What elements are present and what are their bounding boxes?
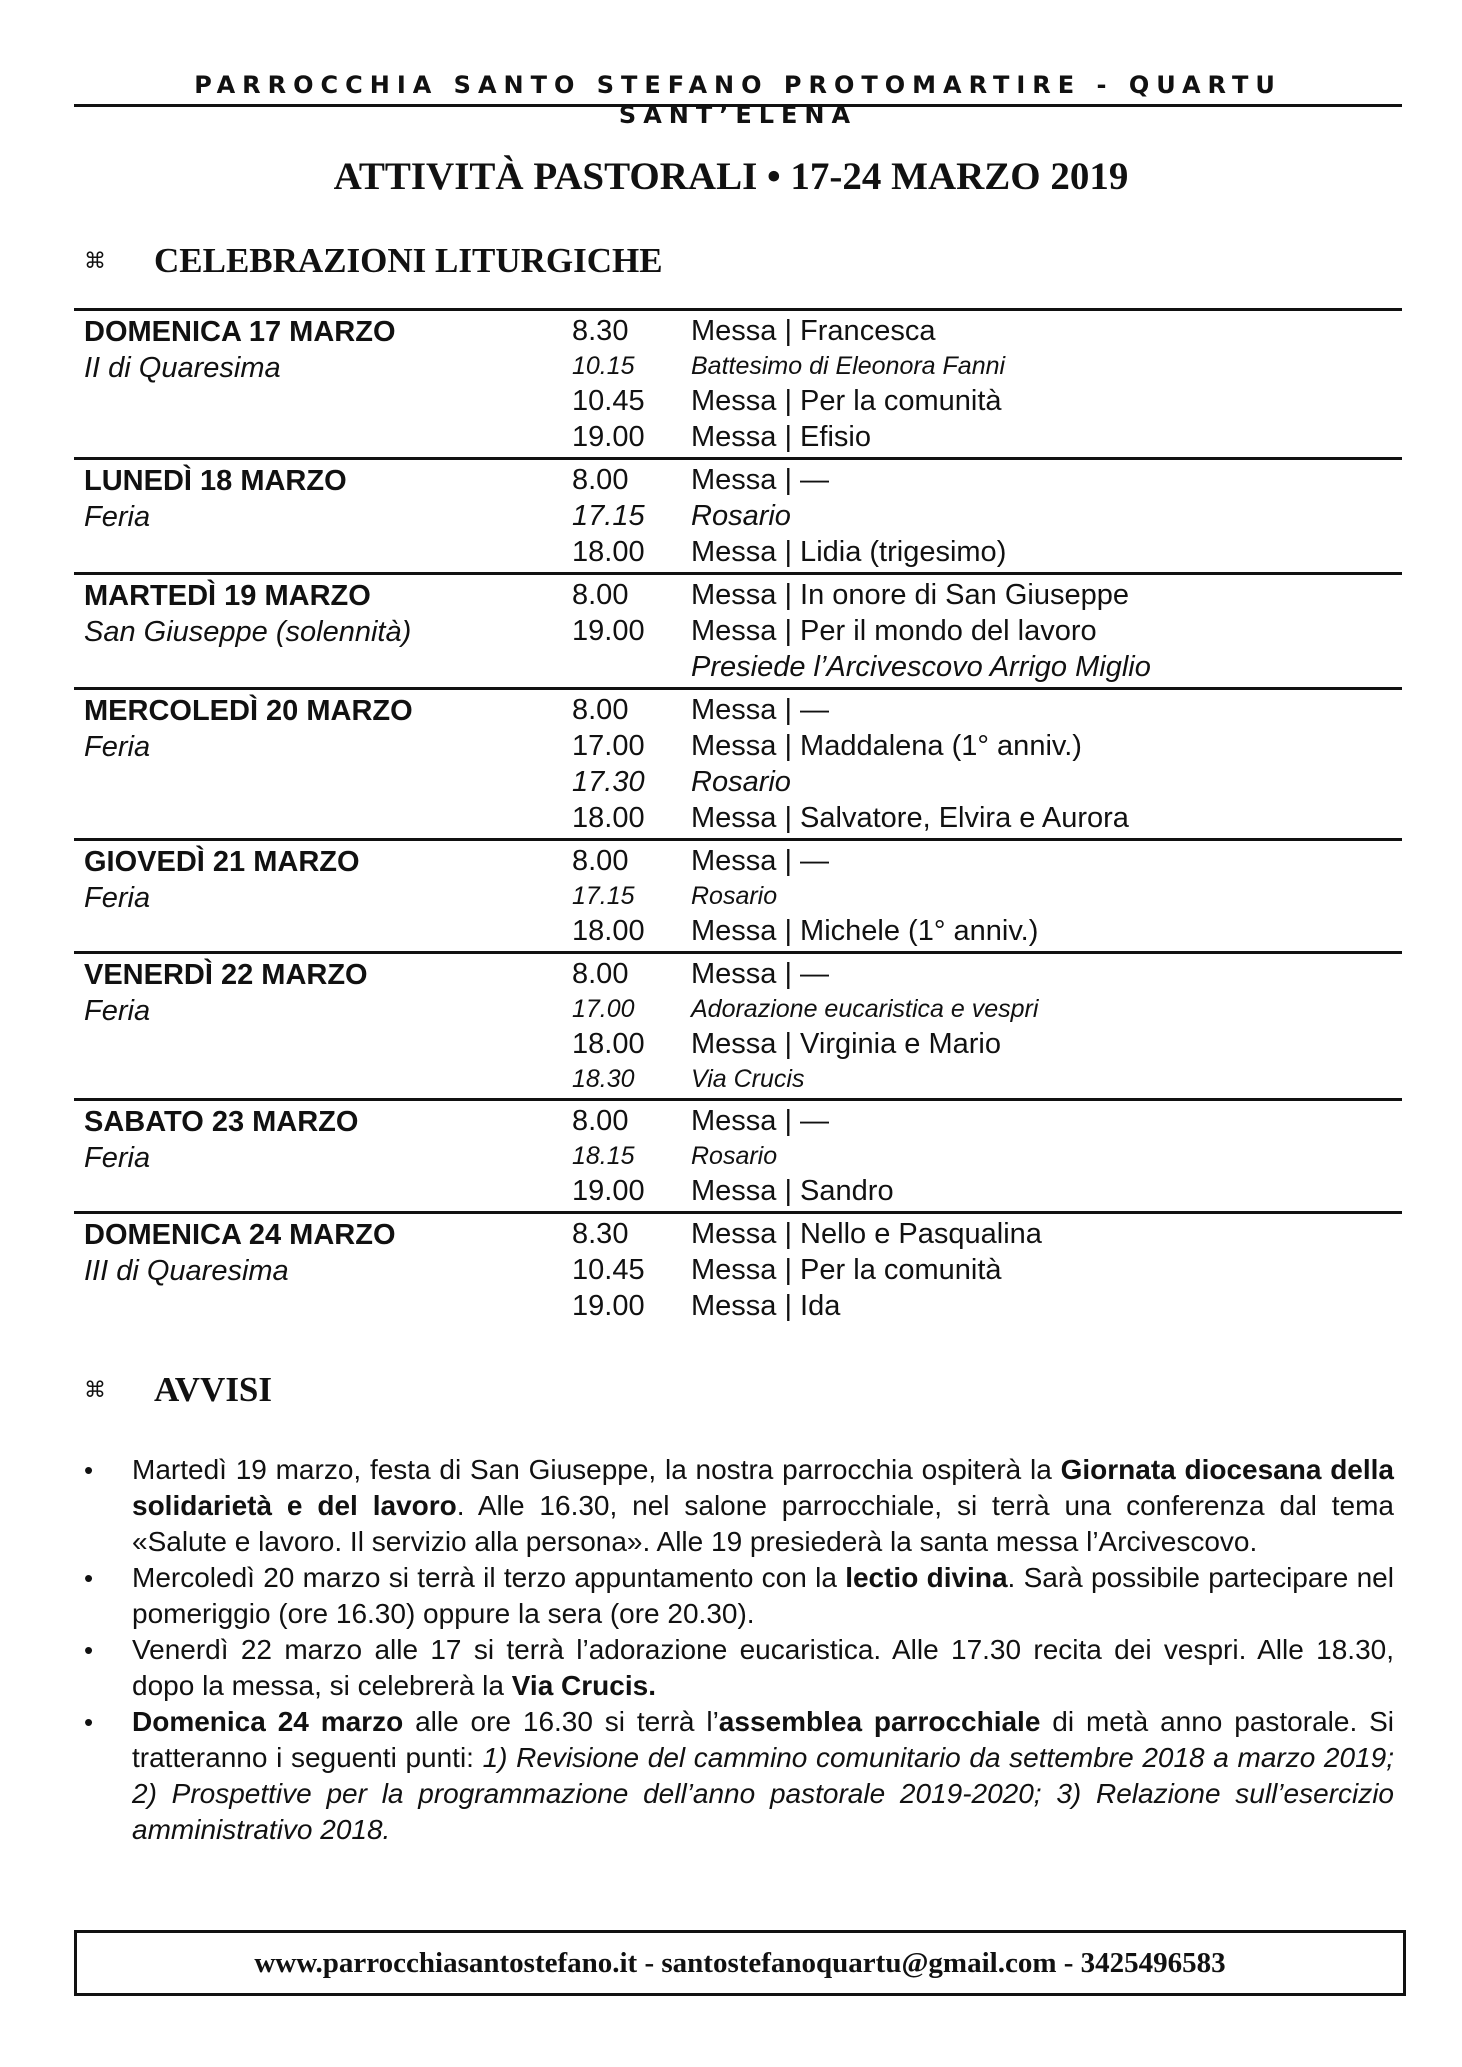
day-name: DOMENICA 24 MARZO: [84, 1219, 396, 1251]
parish-header: [74, 70, 1402, 129]
entry-description: Rosario: [691, 766, 791, 798]
notices-list: [84, 1452, 1394, 1848]
notice-text: Martedì 19 marzo, festa di San Giuseppe, la nostra parrocchia ospiterà la: [132, 1454, 1061, 1485]
liturgy-schedule: [74, 308, 1402, 1326]
entry-time: 17.00: [572, 730, 645, 762]
schedule-entry: [74, 462, 1402, 498]
entry-time: 19.00: [572, 1290, 645, 1322]
schedule-entry: [74, 800, 1402, 836]
schedule-entry: [74, 843, 1402, 879]
entry-description: Messa | —: [691, 958, 830, 990]
section-notices-label: AVVISI: [154, 1370, 273, 1409]
contact-line: www.parrocchiasantostefano.it - santostefanoquartu@gmail.com - 3425496583: [254, 1946, 1226, 1979]
entry-time: 8.30: [572, 1218, 629, 1250]
entry-time: 8.00: [572, 694, 629, 726]
notice-item: [84, 1632, 1394, 1704]
day-liturgical-note: Feria: [84, 995, 151, 1027]
bullet-icon: •: [84, 1563, 94, 1593]
entry-time: 8.00: [572, 464, 629, 496]
notice-item: [84, 1452, 1394, 1560]
entry-description: Messa | Efisio: [691, 421, 871, 453]
schedule-entry: [74, 649, 1402, 685]
entry-description: Battesimo di Eleonora Fanni: [691, 352, 1006, 380]
entry-description: Rosario: [691, 1142, 778, 1170]
notice-text: . Sarà possibile partecipare nel pomeriggio (ore 16.30) oppure la sera (ore 20.30).: [132, 1562, 1394, 1629]
day-liturgical-note: II di Quaresima: [84, 352, 281, 384]
schedule-entry: [74, 879, 1402, 913]
section-liturgy-heading: [84, 236, 663, 286]
day-liturgical-note: III di Quaresima: [84, 1255, 289, 1287]
entry-time: 18.00: [572, 802, 645, 834]
notice-text: assemblea parrocchiale: [718, 1706, 1041, 1737]
entry-time: 8.30: [572, 315, 629, 347]
entry-time: 17.30: [572, 766, 645, 798]
day-block: [74, 1214, 1402, 1326]
schedule-entry: [74, 577, 1402, 613]
entry-description: Messa | In onore di San Giuseppe: [691, 579, 1129, 611]
entry-time: 18.00: [572, 1028, 645, 1060]
day-liturgical-note: Feria: [84, 731, 151, 763]
day-name: MARTEDÌ 19 MARZO: [84, 580, 371, 612]
entry-description: Messa | Lidia (trigesimo): [691, 536, 1007, 568]
entry-description: Messa | Virginia e Mario: [691, 1028, 1002, 1060]
schedule-entry: [74, 1252, 1402, 1288]
bullet-icon: •: [84, 1635, 94, 1665]
entry-time: 19.00: [572, 1175, 645, 1207]
entry-time: 18.15: [572, 1142, 635, 1170]
entry-description: Messa | Salvatore, Elvira e Aurora: [691, 802, 1129, 834]
entry-description: Messa | Per la comunità: [691, 1254, 1002, 1286]
notice-text: Giornata diocesana della solidarietà e del lavoro: [132, 1454, 1395, 1521]
entry-description: Messa | Per la comunità: [691, 385, 1002, 417]
section-notices-heading: [84, 1365, 272, 1415]
entry-time: 8.00: [572, 958, 629, 990]
notice-item: [84, 1560, 1394, 1632]
schedule-entry: [74, 728, 1402, 764]
schedule-entry: [74, 1216, 1402, 1252]
entry-description: Messa | Per il mondo del lavoro: [691, 615, 1097, 647]
schedule-entry: [74, 613, 1402, 649]
schedule-entry: [74, 1173, 1402, 1209]
day-name: VENERDÌ 22 MARZO: [84, 959, 368, 991]
entry-description: Presiede l’Arcivescovo Arrigo Miglio: [691, 651, 1151, 683]
entry-description: Messa | Michele (1° anniv.): [691, 915, 1039, 947]
day-liturgical-note: Feria: [84, 1142, 151, 1174]
notice-text: alle ore 16.30 si terrà l’: [403, 1706, 719, 1737]
day-liturgical-note: San Giuseppe (solennità): [84, 616, 412, 648]
entry-time: 8.00: [572, 845, 629, 877]
entry-description: Messa | —: [691, 694, 830, 726]
entry-description: Rosario: [691, 500, 791, 532]
entry-description: Messa | —: [691, 1105, 830, 1137]
schedule-entry: [74, 1062, 1402, 1096]
entry-description: Messa | Ida: [691, 1290, 841, 1322]
notice-text: Venerdì 22 marzo alle 17 si terrà l’adorazione eucaristica. Alle 17.30 recita dei vespri. Alle 18.30, dopo la messa, si celebrerà la: [132, 1634, 1394, 1701]
footer-contacts: [74, 1930, 1406, 1996]
entry-description: Messa | —: [691, 845, 830, 877]
schedule-entry: [74, 534, 1402, 570]
day-name: GIOVEDÌ 21 MARZO: [84, 846, 360, 878]
notice-text: 1) Revisione del cammino comunitario da settembre 2018 a marzo 2019; 2) Prospettive per la programmazione dell’anno pastorale 2019-2020; 3) Relazione sull’esercizio amministrativo 2018.: [132, 1742, 1395, 1845]
schedule-entry: [74, 992, 1402, 1026]
entry-time: 10.45: [572, 1254, 645, 1286]
day-block: [74, 311, 1402, 460]
parish-name: PARROCCHIA SANTO STEFANO PROTOMARTIRE - QUARTU SANT’ELENA: [194, 71, 1282, 129]
schedule-entry: [74, 419, 1402, 455]
entry-description: Via Crucis: [691, 1065, 805, 1093]
schedule-entry: [74, 913, 1402, 949]
schedule-entry: [74, 692, 1402, 728]
schedule-entry: [74, 956, 1402, 992]
schedule-entry: [74, 764, 1402, 800]
day-block: [74, 575, 1402, 690]
schedule-entry: [74, 1139, 1402, 1173]
notice-text: Mercoledì 20 marzo si terrà il terzo appuntamento con la: [132, 1562, 846, 1593]
section-bullet-icon: ⌘: [84, 248, 106, 274]
day-liturgical-note: Feria: [84, 501, 151, 533]
schedule-entry: [74, 1288, 1402, 1324]
schedule-entry: [74, 1103, 1402, 1139]
day-block: [74, 690, 1402, 841]
entry-time: 18.00: [572, 915, 645, 947]
entry-time: 8.00: [572, 1105, 629, 1137]
schedule-entry: [74, 383, 1402, 419]
schedule-entry: [74, 349, 1402, 383]
day-name: DOMENICA 17 MARZO: [84, 316, 396, 348]
schedule-entry: [74, 313, 1402, 349]
day-block: [74, 841, 1402, 954]
notice-text: Via Crucis.: [511, 1670, 656, 1701]
entry-description: Messa | Sandro: [691, 1175, 894, 1207]
notice-text: . Alle 16.30, nel salone parrocchiale, si terrà una conferenza dal tema «Salute e lavoro. Il servizio alla persona». Alle 19 presiederà la santa messa l’Arcivescovo.: [132, 1490, 1394, 1557]
day-block: [74, 460, 1402, 575]
entry-description: Messa | Maddalena (1° anniv.): [691, 730, 1082, 762]
entry-description: Rosario: [691, 882, 778, 910]
bullet-icon: •: [84, 1707, 94, 1737]
notice-text: Domenica 24 marzo: [132, 1706, 404, 1737]
entry-description: Messa | —: [691, 464, 830, 496]
section-bullet-icon: ⌘: [84, 1377, 106, 1403]
day-liturgical-note: Feria: [84, 882, 151, 914]
page-title: ATTIVITÀ PASTORALI • 17-24 MARZO 2019: [333, 155, 1129, 198]
entry-time: 17.15: [572, 500, 645, 532]
entry-time: 17.15: [572, 882, 635, 910]
entry-time: 18.00: [572, 536, 645, 568]
notice-text: lectio divina: [845, 1562, 1008, 1593]
entry-time: 10.45: [572, 385, 645, 417]
day-block: [74, 954, 1402, 1101]
day-block: [74, 1101, 1402, 1214]
schedule-entry: [74, 1026, 1402, 1062]
entry-time: 19.00: [572, 615, 645, 647]
day-name: LUNEDÌ 18 MARZO: [84, 465, 347, 497]
entry-time: 8.00: [572, 579, 629, 611]
entry-time: 17.00: [572, 995, 635, 1023]
section-liturgy-label: CELEBRAZIONI LITURGICHE: [154, 241, 663, 280]
entry-time: 10.15: [572, 352, 635, 380]
day-name: MERCOLEDÌ 20 MARZO: [84, 695, 413, 727]
bullet-icon: •: [84, 1455, 94, 1485]
entry-time: 19.00: [572, 421, 645, 453]
day-name: SABATO 23 MARZO: [84, 1106, 359, 1138]
schedule-entry: [74, 498, 1402, 534]
notice-text: di metà anno pastorale. Si tratteranno i seguenti punti:: [132, 1706, 1394, 1773]
entry-description: Messa | Nello e Pasqualina: [691, 1218, 1042, 1250]
entry-time: 18.30: [572, 1065, 635, 1093]
entry-description: Adorazione eucaristica e vespri: [691, 995, 1039, 1023]
notice-item: [84, 1704, 1394, 1848]
entry-description: Messa | Francesca: [691, 315, 936, 347]
